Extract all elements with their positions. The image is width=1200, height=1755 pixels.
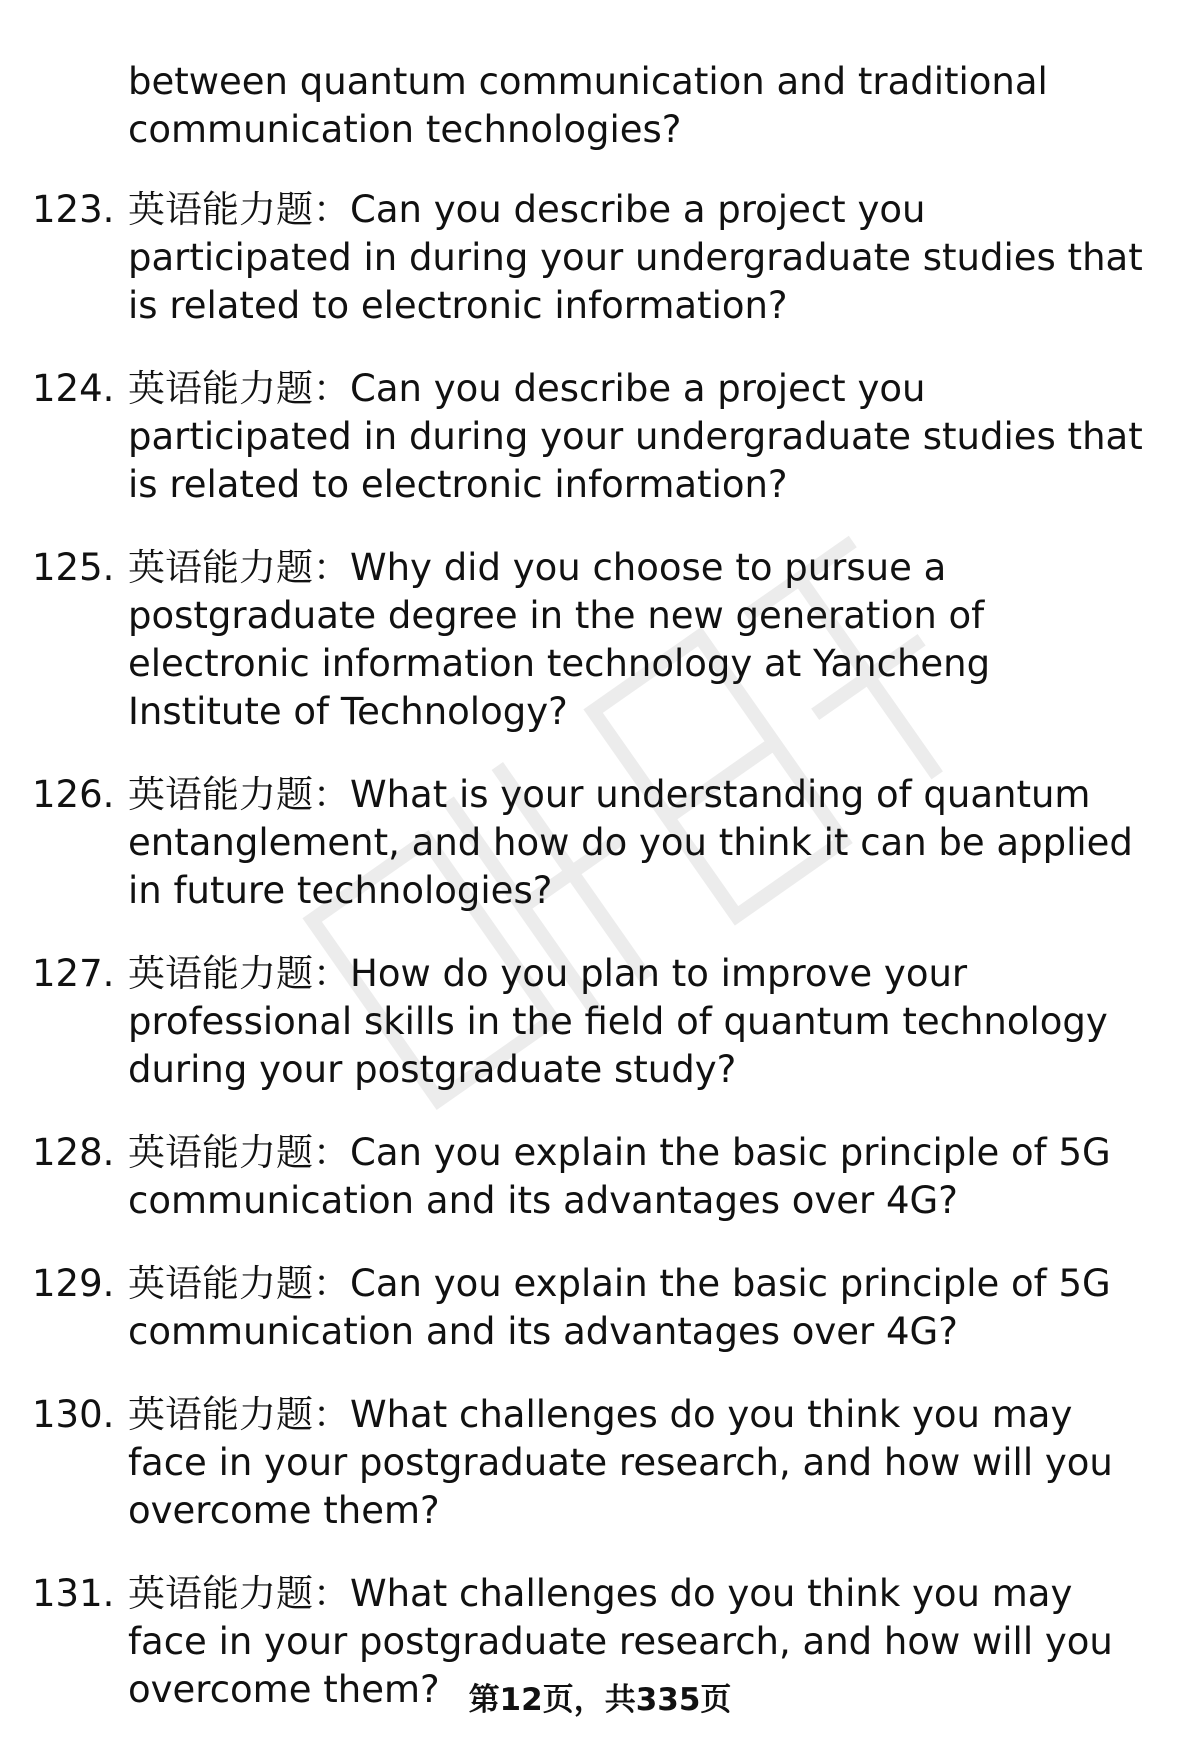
- question-number: 125.: [32, 546, 115, 589]
- question-number: 124.: [32, 367, 115, 410]
- question-number: 123.: [32, 188, 115, 231]
- question-item: [0, 544, 1200, 736]
- question-category: 英语能力题：: [128, 1572, 350, 1615]
- question-body: [128, 186, 1148, 330]
- question-text: What is your understanding of quantum entanglement, and how do you think it can be applied in future technologies?: [128, 773, 1133, 912]
- question-text: What challenges do you think you may face in your postgraduate research, and how will you overcome them?: [128, 1572, 1113, 1711]
- question-item: [0, 771, 1200, 915]
- question-number: 131.: [32, 1572, 115, 1615]
- question-number: 127.: [32, 952, 115, 995]
- question-body: [128, 1391, 1148, 1535]
- question-category: 英语能力题：: [128, 773, 350, 816]
- question-category: 英语能力题：: [128, 546, 350, 589]
- question-item: [0, 1391, 1200, 1535]
- question-body: [128, 1129, 1148, 1225]
- question-text: Can you explain the basic principle of 5G communication and its advantages over 4G?: [128, 1262, 1111, 1353]
- question-body: [128, 950, 1148, 1094]
- question-category: 英语能力题：: [128, 1131, 350, 1174]
- question-text: Can you describe a project you participated in during your undergraduate studies that is related to electronic information?: [128, 188, 1143, 327]
- question-item: [0, 1129, 1200, 1225]
- question-number: 126.: [32, 773, 115, 816]
- question-category: 英语能力题：: [128, 952, 350, 995]
- question-text: Can you explain the basic principle of 5G communication and its advantages over 4G?: [128, 1131, 1111, 1222]
- question-body: [128, 365, 1148, 509]
- question-number: 130.: [32, 1393, 115, 1436]
- question-item: [0, 950, 1200, 1094]
- question-text: Can you describe a project you participated in during your undergraduate studies that is related to electronic information?: [128, 367, 1143, 506]
- question-text: What challenges do you think you may face in your postgraduate research, and how will you overcome them?: [128, 1393, 1113, 1532]
- question-body: [128, 544, 1148, 736]
- question-item: [0, 186, 1200, 330]
- question-text: How do you plan to improve your professional skills in the field of quantum technology during your postgraduate study?: [128, 952, 1108, 1091]
- continuation-text: between quantum communication and traditional communication technologies?: [128, 60, 1048, 151]
- question-text: Why did you choose to pursue a postgraduate degree in the new generation of electronic information technology at Yancheng Institute of Technology?: [128, 546, 991, 733]
- question-item: [0, 365, 1200, 509]
- question-body: [128, 771, 1148, 915]
- question-category: 英语能力题：: [128, 1262, 350, 1305]
- page-footer: 第12页，共335页: [468, 1682, 732, 1718]
- question-category: 英语能力题：: [128, 1393, 350, 1436]
- question-body: [128, 1260, 1148, 1356]
- question-item: [0, 1260, 1200, 1356]
- question-category: 英语能力题：: [128, 188, 350, 231]
- question-category: 英语能力题：: [128, 367, 350, 410]
- question-list: [0, 186, 1200, 1749]
- question-number: 129.: [32, 1262, 115, 1305]
- question-number: 128.: [32, 1131, 115, 1174]
